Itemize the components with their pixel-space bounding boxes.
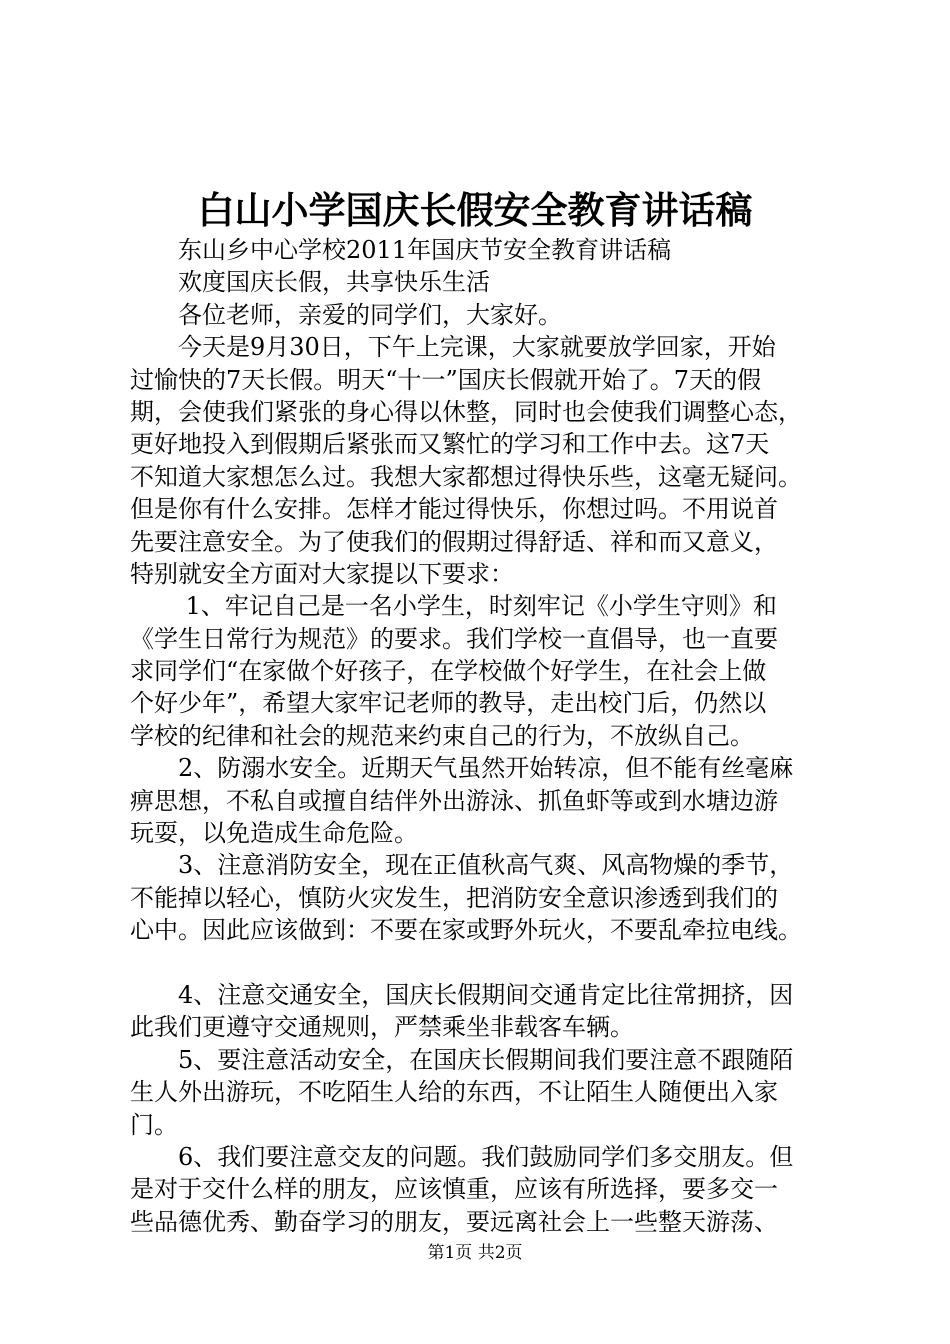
text-line: 个好少年”，希望大家牢记老师的教导，走出校门后，仍然以 <box>130 689 767 718</box>
text-line: 3、注意消防安全，现在正值秋高气爽、风高物燥的季节， <box>130 851 794 880</box>
text-line: 过愉快的7天长假。明天“十一”国庆长假就开始了。7天的假 <box>130 365 762 394</box>
text-line: 6、我们要注意交友的问题。我们鼓励同学们多交朋友。但 <box>130 1142 794 1171</box>
text-line: 东山乡中心学校2011年国庆节安全教育讲话稿 <box>130 236 672 264</box>
text-line: 求同学们“在家做个好孩子，在学校做个好学生，在社会上做 <box>130 657 767 686</box>
text-line: 学校的纪律和社会的规范来约束自己的行为，不放纵自己。 <box>130 721 754 750</box>
text-line: 4、注意交通安全，国庆长假期间交通肯定比往常拥挤，因 <box>130 980 794 1009</box>
text-line: 今天是9月30日，下午上完课，大家就要放学回家，开始 <box>130 333 776 362</box>
text-line: 欢度国庆长假，共享快乐生活 <box>130 268 490 297</box>
page-footer: 第1页 共2页 <box>427 1243 523 1263</box>
text-line: 更好地投入到假期后紧张而又繁忙的学习和工作中去。这7天 <box>130 430 770 459</box>
text-line: 特别就安全方面对大家提以下要求： <box>130 559 514 588</box>
text-line: 玩耍，以免造成生命危险。 <box>130 819 418 848</box>
text-line: 此我们更遵守交通规则，严禁乘坐非载客车辆。 <box>130 1013 634 1042</box>
text-line: 2、防溺水安全。近期天气虽然开始转凉，但不能有丝毫麻 <box>130 754 794 783</box>
text-line: 各位老师，亲爱的同学们，大家好。 <box>130 300 562 329</box>
document-title: 白山小学国庆长假安全教育讲话稿 <box>197 188 753 232</box>
text-line: 是对于交什么样的朋友，应该慎重，应该有所选择，要多交一 <box>130 1175 778 1204</box>
text-line: 痹思想，不私自或擅自结伴外出游泳、抓鱼虾等或到水塘边游 <box>130 786 778 815</box>
text-line: 1、牢记自己是一名小学生，时刻牢记《小学生守则》和 <box>130 592 777 621</box>
text-line: 生人外出游玩，不吃陌生人给的东西，不让陌生人随便出入家 <box>130 1078 778 1107</box>
document-body <box>130 234 850 1238</box>
text-line: 《学生日常行为规范》的要求。我们学校一直倡导，也一直要 <box>130 624 778 653</box>
text-line: 不能掉以轻心，慎防火灾发生，把消防安全意识渗透到我们的 <box>130 883 778 912</box>
text-line: 5、要注意活动安全，在国庆长假期间我们要注意不跟随陌 <box>130 1045 794 1074</box>
text-line: 门。 <box>130 1110 178 1139</box>
text-line: 不知道大家想怎么过。我想大家都想过得快乐些，这毫无疑问。 <box>130 462 802 491</box>
text-line: 心中。因此应该做到：不要在家或野外玩火，不要乱牵拉电线。 <box>130 916 802 945</box>
text-line: 期，会使我们紧张的身心得以休整，同时也会使我们调整心态， <box>130 397 802 426</box>
text-line: 些品德优秀、勤奋学习的朋友，要远离社会上一些整天游荡、 <box>130 1207 778 1236</box>
text-line: 先要注意安全。为了使我们的假期过得舒适、祥和而又意义， <box>130 527 778 556</box>
text-line: 但是你有什么安排。怎样才能过得快乐，你想过吗。不用说首 <box>130 495 778 524</box>
blank-line <box>130 947 850 979</box>
